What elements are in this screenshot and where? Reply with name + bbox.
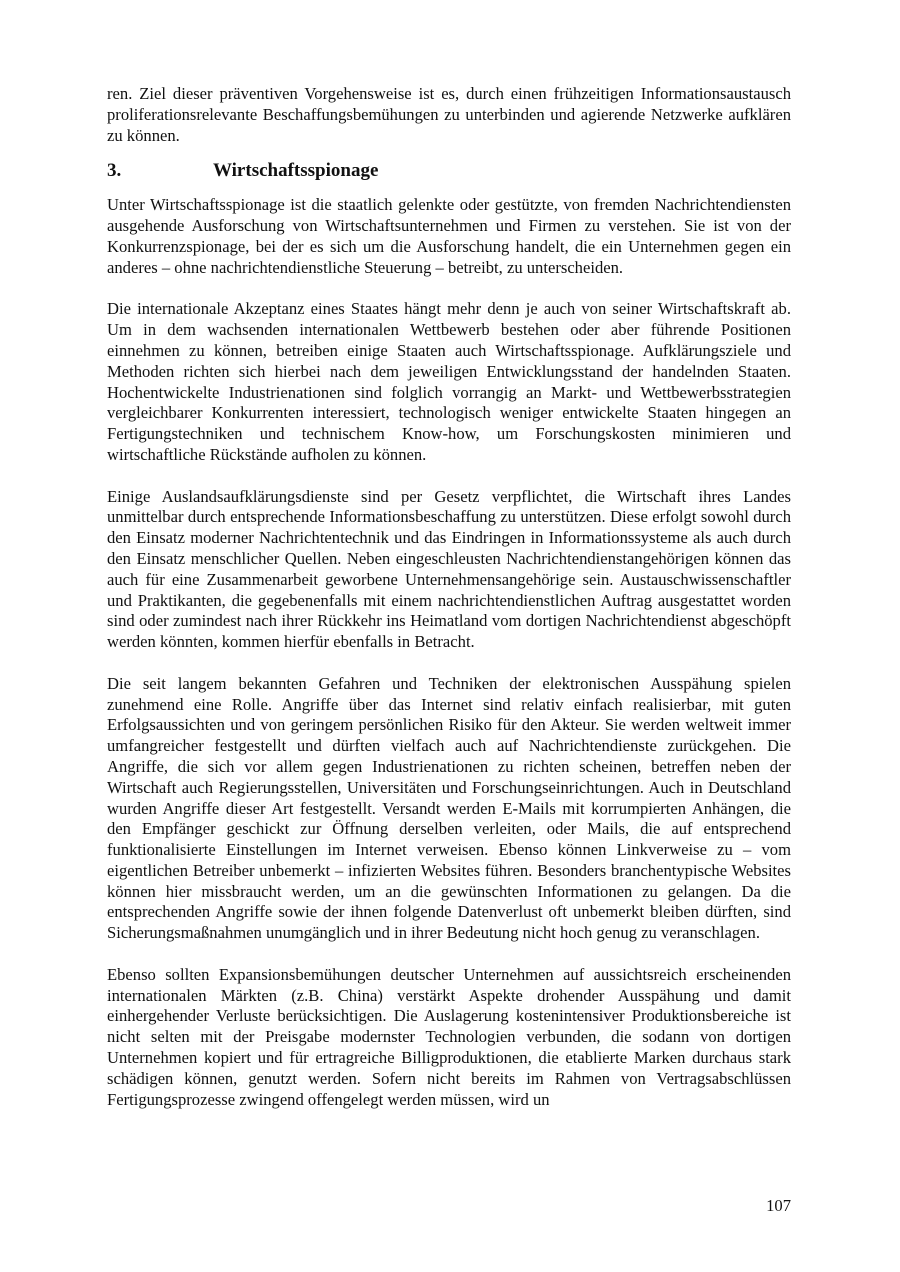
document-body	[107, 84, 791, 1131]
page-number: 107	[766, 1196, 791, 1215]
paragraph-expansion: Ebenso sollten Expansionsbemühungen deutscher Unternehmen auf aussichtsreich erscheinenden internationalen Märkten (z.B. China) verstärkt Aspekte drohender Ausspähung und damit einhergehender Verluste berücksichtigen. Die Auslagerung kostenintensiver Produktionsbereiche ist nicht selten mit der Preisgabe modernster Technologien verbunden, die sodann von dortigen Unternehmen kopiert und für ertragreiche Billigproduktionen, die etablierte Marken durchaus stark schädigen können, genutzt werden. Sofern nicht bereits im Rahmen von Vertragsabschlüssen Fertigungsprozesse zwingend offengelegt werden müssen, wird un	[107, 964, 791, 1109]
section-title: Wirtschaftsspionage	[213, 160, 379, 182]
paragraph-electronic-espionage: Die seit langem bekannten Gefahren und Techniken der elektronischen Ausspähung spielen zunehmend eine Rolle. Angriffe über das Internet sind relativ einfach realisierbar, mit guten Erfolgsaussichten und von geringem persönlichen Risiko für den Akteur. Sie werden weltweit immer umfangreicher festgestellt und dürften vielfach auch auf Nachrichtendienste zurückgehen. Die Angriffe, die sich vor allem gegen Industrienationen zu richten scheinen, betreffen neben der Wirtschaft auch Regierungsstellen, Universitäten und Forschungseinrichtungen. Auch in Deutschland wurden Angriffe dieser Art festgestellt. Versandt werden E-Mails mit korrumpierten Anhängen, die den Empfänger geschickt zur Öffnung derselben verleiten, oder Mails, die auf entsprechend funktionalisierte Einstellungen im Internet verweisen. Ebenso können Linkverweise zu – vom eigentlichen Betreiber unbemerkt – infizierten Websites führen. Besonders branchentypische Websites können hier missbraucht werden, um an die gewünschten Informationen zu gelangen. Da die entsprechenden Angriffe sowie der ihnen folgende Datenverlust oft unbemerkt bleiben dürften, sind Sicherungsmaßnahmen unumgänglich und in ihrer Bedeutung nicht hoch genug zu veranschlagen.	[107, 673, 791, 943]
paragraph-intro: ren. Ziel dieser präventiven Vorgehensweise ist es, durch einen frühzeitigen Informationsaustausch proliferationsrelevante Beschaffungsbemühungen zu unterbinden und agierende Netzwerke aufklären zu können.	[107, 84, 791, 145]
section-number: 3.	[107, 160, 122, 182]
paragraph-foreign-services: Einige Auslandsaufklärungsdienste sind per Gesetz verpflichtet, die Wirtschaft ihres Landes unmittelbar durch entsprechende Informationsbeschaffung zu unterstützen. Diese erfolgt sowohl durch den Einsatz moderner Nachrichtentechnik und das Eindringen in Informationssysteme als auch durch den Einsatz menschlicher Quellen. Neben eingeschleusten Nachrichtendienstangehörigen können das auch für eine Zusammenarbeit geworbene Unternehmensangehörige sein. Austauschwissenschaftler und Praktikanten, die gegebenenfalls mit einem nachrichtendienstlichen Auftrag ausgestattet worden sind oder zumindest nach ihrer Rückkehr ins Heimatland vom dortigen Nachrichtendienst abgeschöpft werden könnten, kommen hierfür ebenfalls in Betracht.	[107, 486, 791, 652]
paragraph-international: Die internationale Akzeptanz eines Staates hängt mehr denn je auch von seiner Wirtschaftskraft ab. Um in dem wachsenden internationalen Wettbewerb bestehen oder aber führende Positionen einnehmen zu können, betreiben einige Staaten auch Wirtschaftsspionage. Aufklärungsziele und Methoden richten sich hierbei nach dem jeweiligen Entwicklungsstand der handelnden Staaten. Hochentwickelte Industrienationen sind folglich vorrangig an Markt- und Wettbewerbsstrategien vergleichbarer Konkurrenten interessiert, technologisch weniger entwickelte Staaten hingegen an Fertigungstechniken und technischem Know-how, um Forschungskosten minimieren und wirtschaftliche Rückstände aufholen zu können.	[107, 299, 791, 464]
section-heading	[107, 159, 791, 183]
paragraph-definition: Unter Wirtschaftsspionage ist die staatlich gelenkte oder gestützte, von fremden Nachrichtendiensten ausgehende Ausforschung von Wirtschaftsunternehmen und Firmen zu verstehen. Sie ist von der Konkurrenzspionage, bei der es sich um die Ausforschung handelt, die ein Unternehmen gegen ein anderes – ohne nachrichtendienstliche Steuerung – betreibt, zu unterscheiden.	[107, 195, 791, 277]
